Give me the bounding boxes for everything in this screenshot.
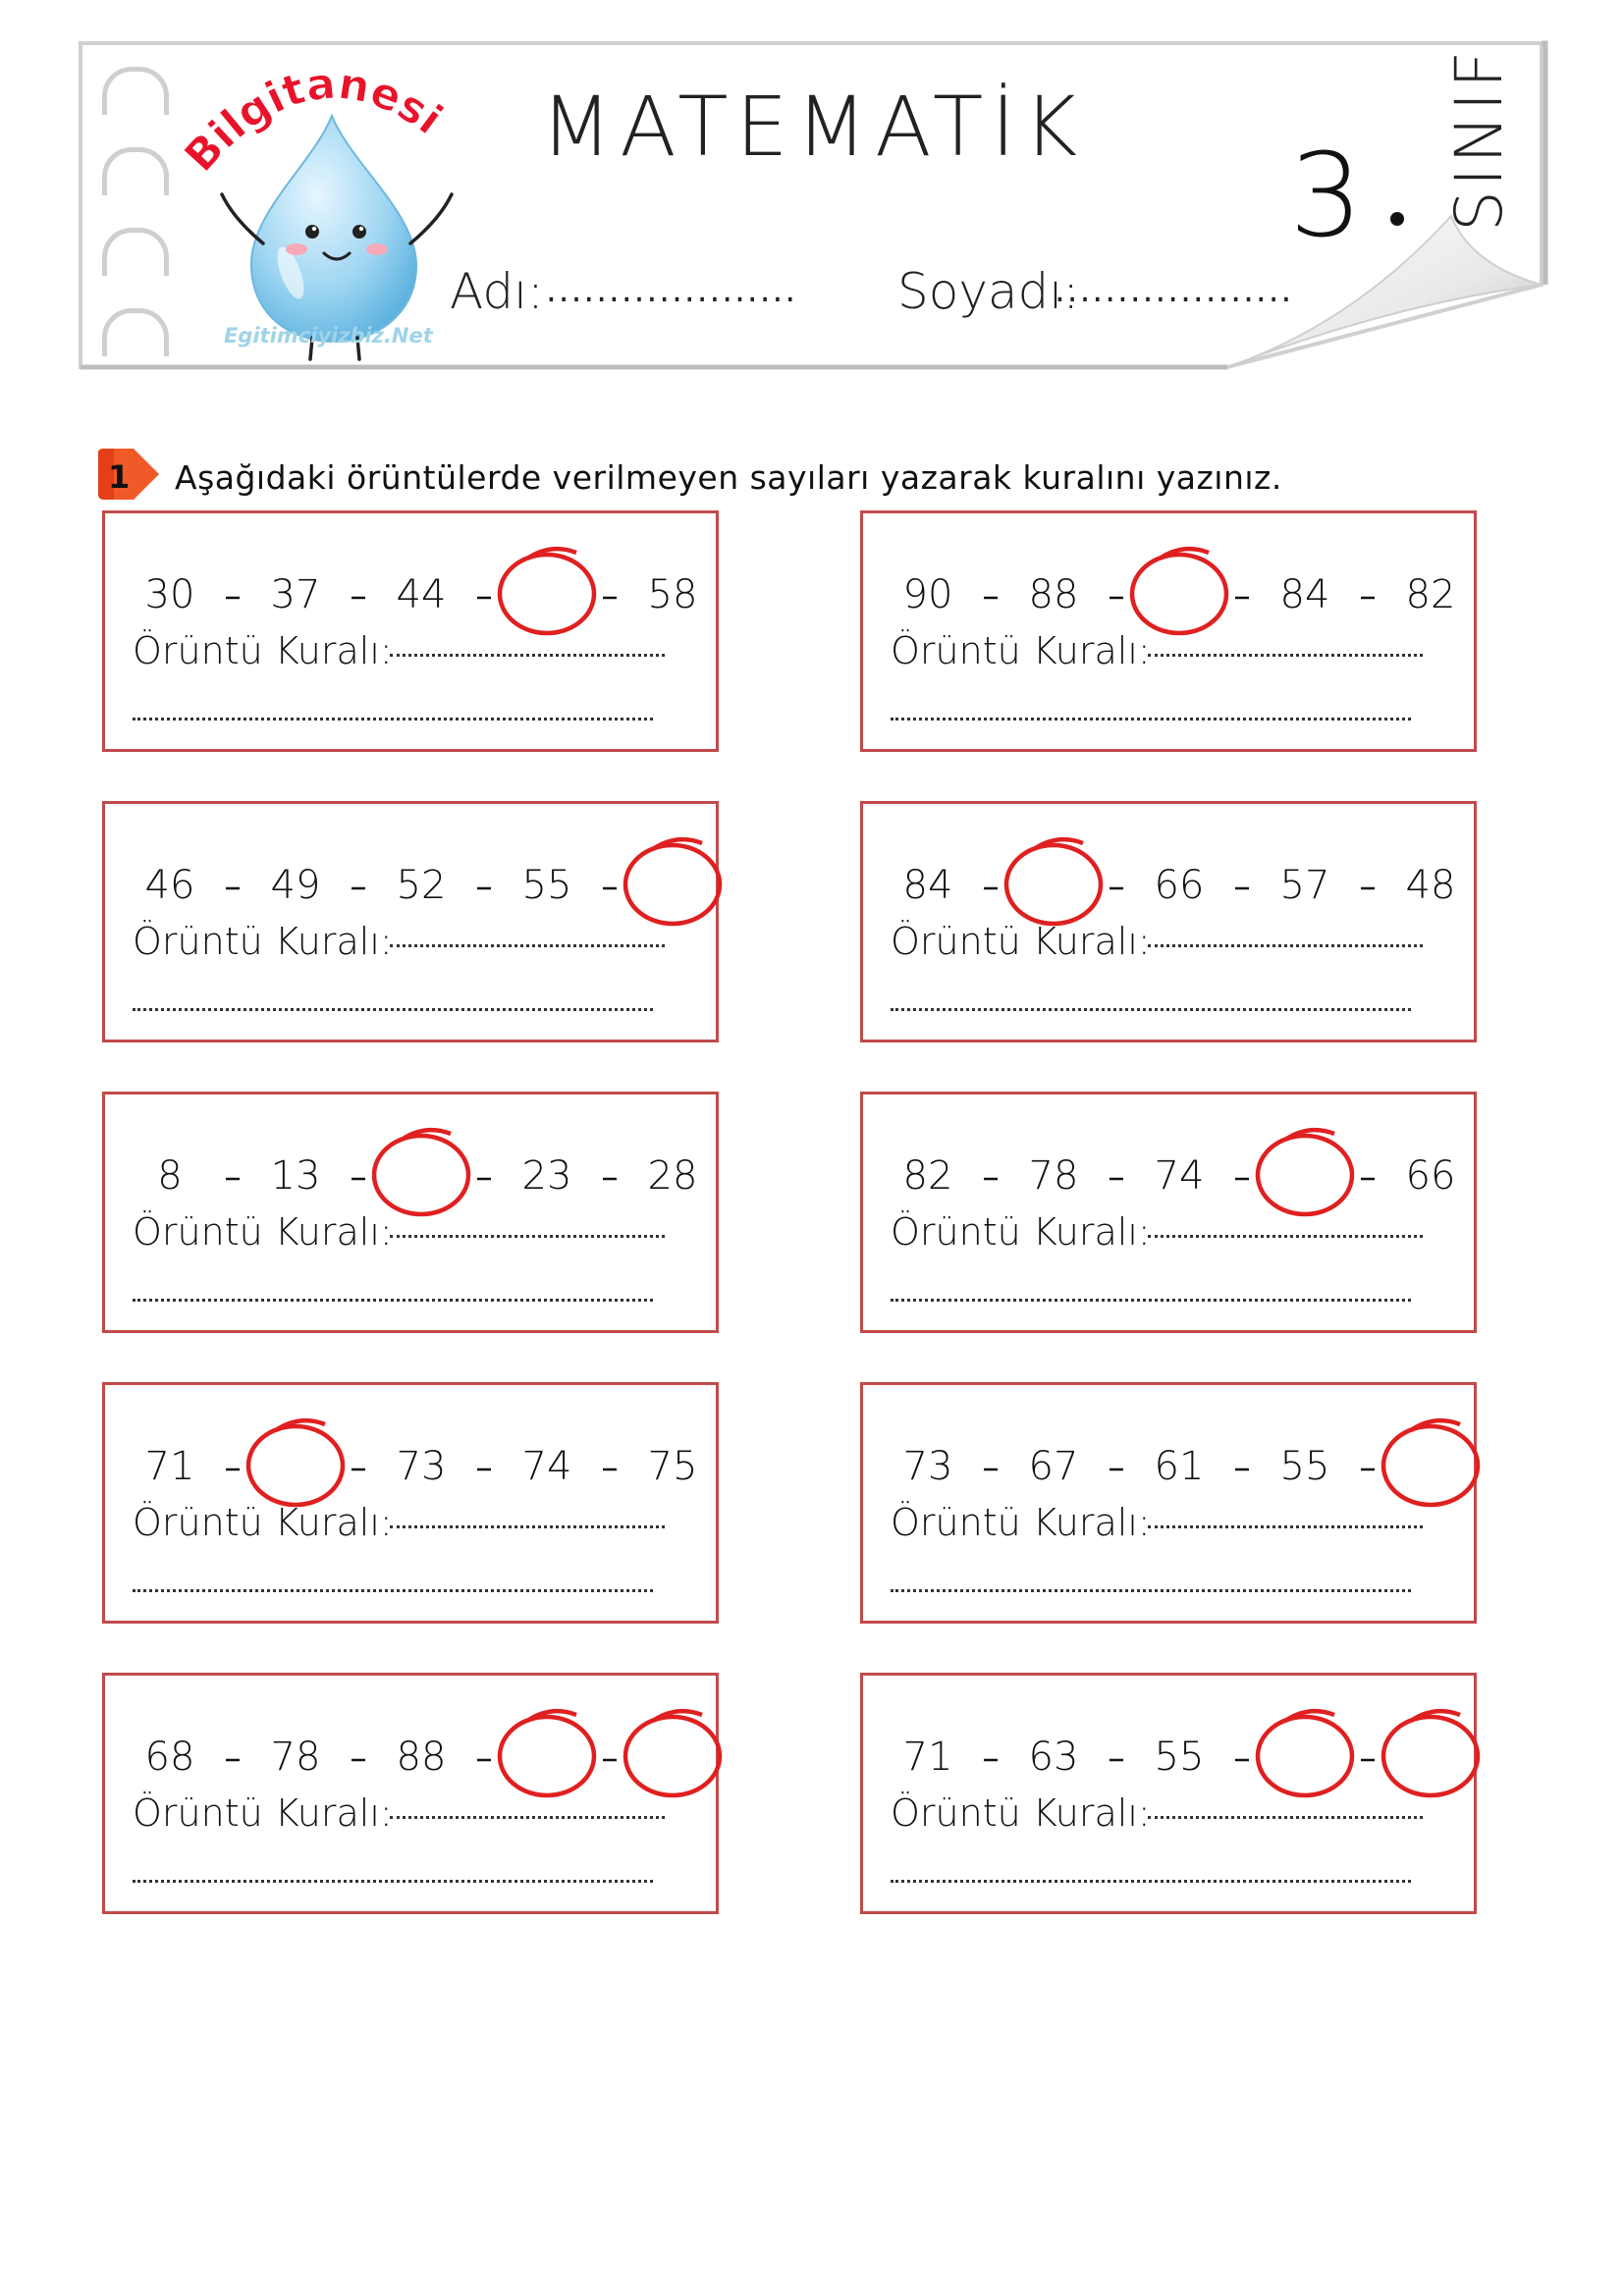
sequence-term: 52 [396, 863, 447, 908]
sequence-term: 28 [647, 1153, 698, 1199]
sequence-term: 37 [270, 572, 321, 617]
rule-answer-line[interactable] [1148, 1800, 1423, 1819]
rule-answer-line-2[interactable] [891, 1880, 1411, 1883]
missing-term-circle[interactable] [1132, 555, 1226, 633]
pattern-card [102, 801, 719, 1042]
rule-label: Örüntü Kuralı: [891, 920, 1151, 963]
missing-term-circle[interactable] [1383, 1426, 1478, 1505]
sequence-term: 44 [396, 572, 447, 617]
missing-term-circle[interactable] [374, 1136, 468, 1214]
sequence-term: 73 [902, 1444, 953, 1489]
sequence-term: 61 [1154, 1444, 1205, 1489]
sequence-term: 66 [1405, 1153, 1456, 1199]
rule-label: Örüntü Kuralı: [891, 629, 1151, 672]
rule-answer-line[interactable] [390, 1219, 665, 1238]
sequence-term: 8 [157, 1153, 183, 1199]
rule-answer-line-2[interactable] [133, 1589, 653, 1592]
binder-ring [102, 308, 169, 356]
missing-term-circle[interactable] [1258, 1136, 1352, 1214]
sequence-term: 55 [1154, 1735, 1205, 1780]
rule-label: Örüntü Kuralı: [133, 1210, 393, 1254]
rule-label: Örüntü Kuralı: [891, 1501, 1151, 1544]
pattern-card [102, 1382, 719, 1624]
sequence-term: 90 [902, 572, 953, 617]
missing-term-circle[interactable] [500, 1717, 594, 1795]
pattern-card [102, 510, 719, 752]
rule-label: Örüntü Kuralı: [133, 1501, 393, 1544]
sequence-term: 71 [902, 1735, 953, 1780]
sequence-term: 88 [1028, 572, 1079, 617]
question-number-badge [94, 447, 163, 502]
sequence-term: 46 [144, 863, 195, 908]
question-number: 1 [108, 458, 131, 496]
sequence-term: 55 [1279, 1444, 1330, 1489]
rule-answer-line[interactable] [1148, 638, 1423, 657]
rule-answer-line-2[interactable] [133, 1008, 653, 1011]
sequence-term: 13 [270, 1153, 321, 1199]
sequence-term: 88 [396, 1735, 447, 1780]
sequence-term: 55 [521, 863, 572, 908]
pattern-card [102, 1673, 719, 1914]
sequence-term: 30 [144, 572, 195, 617]
sequence-term: 49 [270, 863, 321, 908]
sequence-term: 71 [144, 1444, 195, 1489]
sequence-term: 63 [1028, 1735, 1079, 1780]
sequence-term: 67 [1028, 1444, 1079, 1489]
sequence-term: 23 [521, 1153, 572, 1199]
missing-term-circle[interactable] [1258, 1717, 1352, 1795]
sequence-term: 73 [396, 1444, 447, 1489]
rule-label: Örüntü Kuralı: [891, 1210, 1151, 1254]
rule-answer-line[interactable] [1148, 1510, 1423, 1528]
rule-label: Örüntü Kuralı: [133, 629, 393, 672]
sequence-term: 68 [144, 1735, 195, 1780]
sequence-term: 84 [1279, 572, 1330, 617]
sequence-term: 74 [1154, 1153, 1205, 1199]
sequence-term: 74 [521, 1444, 572, 1489]
rule-answer-line[interactable] [390, 1510, 665, 1528]
sequence-term: 48 [1405, 863, 1456, 908]
missing-term-circle[interactable] [625, 1717, 720, 1795]
sequence-term: 66 [1154, 863, 1205, 908]
worksheet-header [77, 39, 1549, 373]
rule-answer-line-2[interactable] [133, 718, 653, 721]
pattern-card [860, 1673, 1477, 1914]
sequence-term: 82 [902, 1153, 953, 1199]
surname-field[interactable]: ................... [1055, 271, 1294, 310]
pattern-card [860, 1382, 1477, 1624]
sequence-term: 78 [270, 1735, 321, 1780]
sequence-term: 57 [1279, 863, 1330, 908]
rule-answer-line[interactable] [390, 1800, 665, 1819]
name-label: Adı: [450, 263, 544, 320]
surname-label: Soyadı: [897, 263, 1080, 320]
missing-term-circle[interactable] [1383, 1717, 1478, 1795]
rule-answer-line-2[interactable] [133, 1880, 653, 1883]
sequence-term: 84 [902, 863, 953, 908]
missing-term-circle[interactable] [248, 1426, 343, 1505]
missing-term-circle[interactable] [1006, 845, 1101, 924]
grade-label [1441, 47, 1517, 232]
pattern-card [102, 1092, 719, 1333]
instruction-text: Aşağıdaki örüntülerde verilmeyen sayıları yazarak kuralını yazınız. [175, 458, 1282, 497]
missing-term-circle[interactable] [625, 845, 720, 924]
name-field[interactable]: .................... [546, 271, 798, 310]
pattern-card [860, 510, 1477, 752]
rule-answer-line[interactable] [390, 929, 665, 947]
binder-ring [102, 228, 169, 276]
logo-text: Bilgitanesi [175, 58, 452, 183]
rule-answer-line[interactable] [1148, 929, 1423, 947]
rule-answer-line-2[interactable] [891, 1008, 1411, 1011]
rule-label: Örüntü Kuralı: [891, 1791, 1151, 1835]
rule-answer-line[interactable] [1148, 1219, 1423, 1238]
rule-answer-line-2[interactable] [891, 1589, 1411, 1592]
grade-number: 3 [1289, 128, 1364, 263]
pattern-card [860, 801, 1477, 1042]
logo-site-text: Egitimciyizbiz.Net [224, 324, 433, 347]
subject-title: MATEMATİK [540, 79, 1086, 175]
rule-label: Örüntü Kuralı: [133, 920, 393, 963]
rule-label: Örüntü Kuralı: [133, 1791, 393, 1835]
rule-answer-line-2[interactable] [891, 1299, 1411, 1302]
grade-dot [1390, 212, 1404, 226]
rule-answer-line-2[interactable] [891, 718, 1411, 721]
missing-term-circle[interactable] [500, 555, 594, 633]
sequence-term: 82 [1405, 572, 1456, 617]
rule-answer-line-2[interactable] [133, 1299, 653, 1302]
sequence-term: 58 [647, 572, 698, 617]
sequence-term: 78 [1028, 1153, 1079, 1199]
pattern-card [860, 1092, 1477, 1333]
sequence-term: 75 [647, 1444, 698, 1489]
rule-answer-line[interactable] [390, 638, 665, 657]
grade-label-text: SINIF [1441, 46, 1517, 232]
